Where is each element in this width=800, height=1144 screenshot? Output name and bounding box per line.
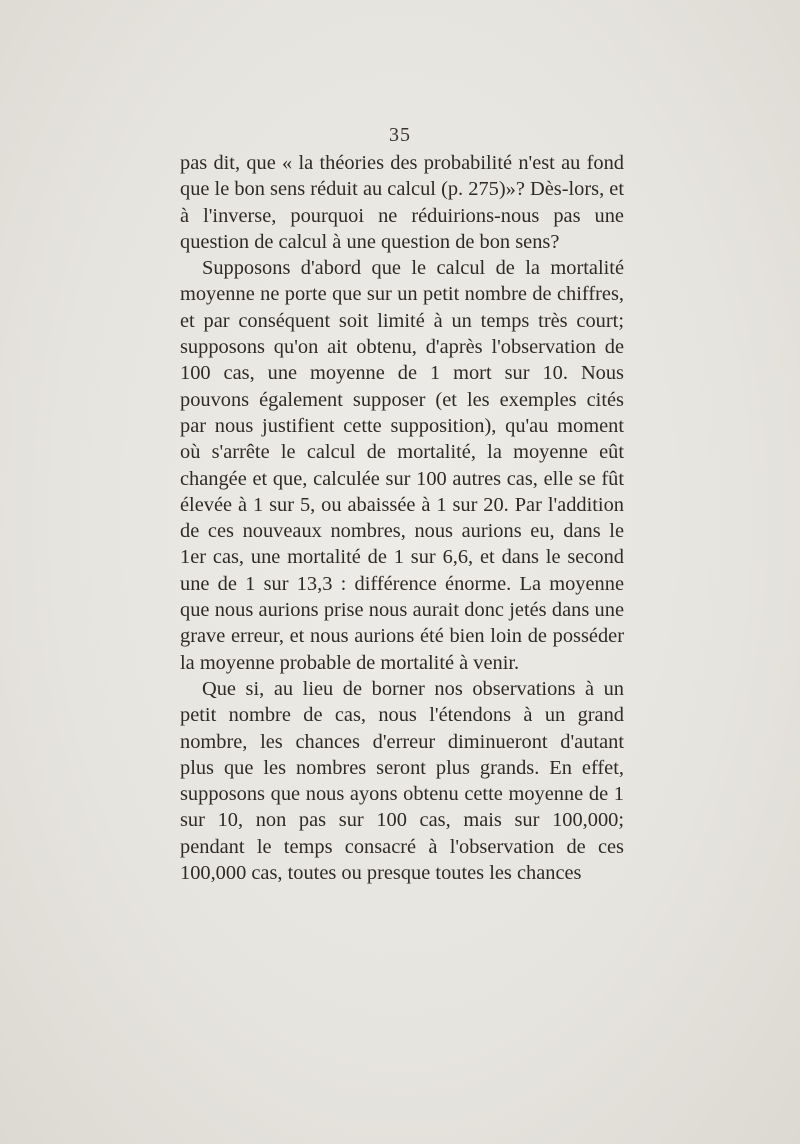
- paragraph-3: Que si, au lieu de borner nos observations à un petit nombre de cas, nous l'étendons à un grand nombre, les chances d'erreur diminueront d'autant plus que les nombres seront plus grands. En effet, supposons que nous ayons obtenu cette moyenne de 1 sur 10, non pas sur 100 cas, mais sur 100,000; pendant le temps consacré à l'observation de ces 100,000 cas, toutes ou presque toutes les chances: [180, 677, 624, 885]
- paragraph-1: pas dit, que « la théories des probabilité n'est au fond que le bon sens réduit au calcul (p. 275)»? Dès-lors, et à l'inverse, pourquoi ne réduirions-nous pas une question de calcul à une question de bon sens?: [180, 152, 624, 253]
- paragraph-2: Supposons d'abord que le calcul de la mortalité moyenne ne porte que sur un petit nombre de chiffres, et par conséquent soit limité à un temps très court; supposons qu'on ait obtenu, d'après l'observation de 100 cas, une moyenne de 1 mort sur 10. Nous pouvons également supposer (et les exemples cités par nous justifient cette supposition), qu'au moment où s'arrête le calcul de mortalité, la moyenne eût changée et que, calculée sur 100 autres cas, elle se fût élevée à 1 sur 5, ou abaissée à 1 sur 20. Par l'addition de ces nouveaux nombres, nous aurions eu, dans le 1er cas, une mortalité de 1 sur 6,6, et dans le second une de 1 sur 13,3 : différence énorme. La moyenne que nous aurions prise nous aurait donc jetés dans une grave erreur, et nous aurions été bien loin de posséder la moyenne probable de mortalité à venir.: [180, 257, 624, 674]
- body-text: [180, 150, 624, 886]
- page-number: 35: [389, 124, 411, 146]
